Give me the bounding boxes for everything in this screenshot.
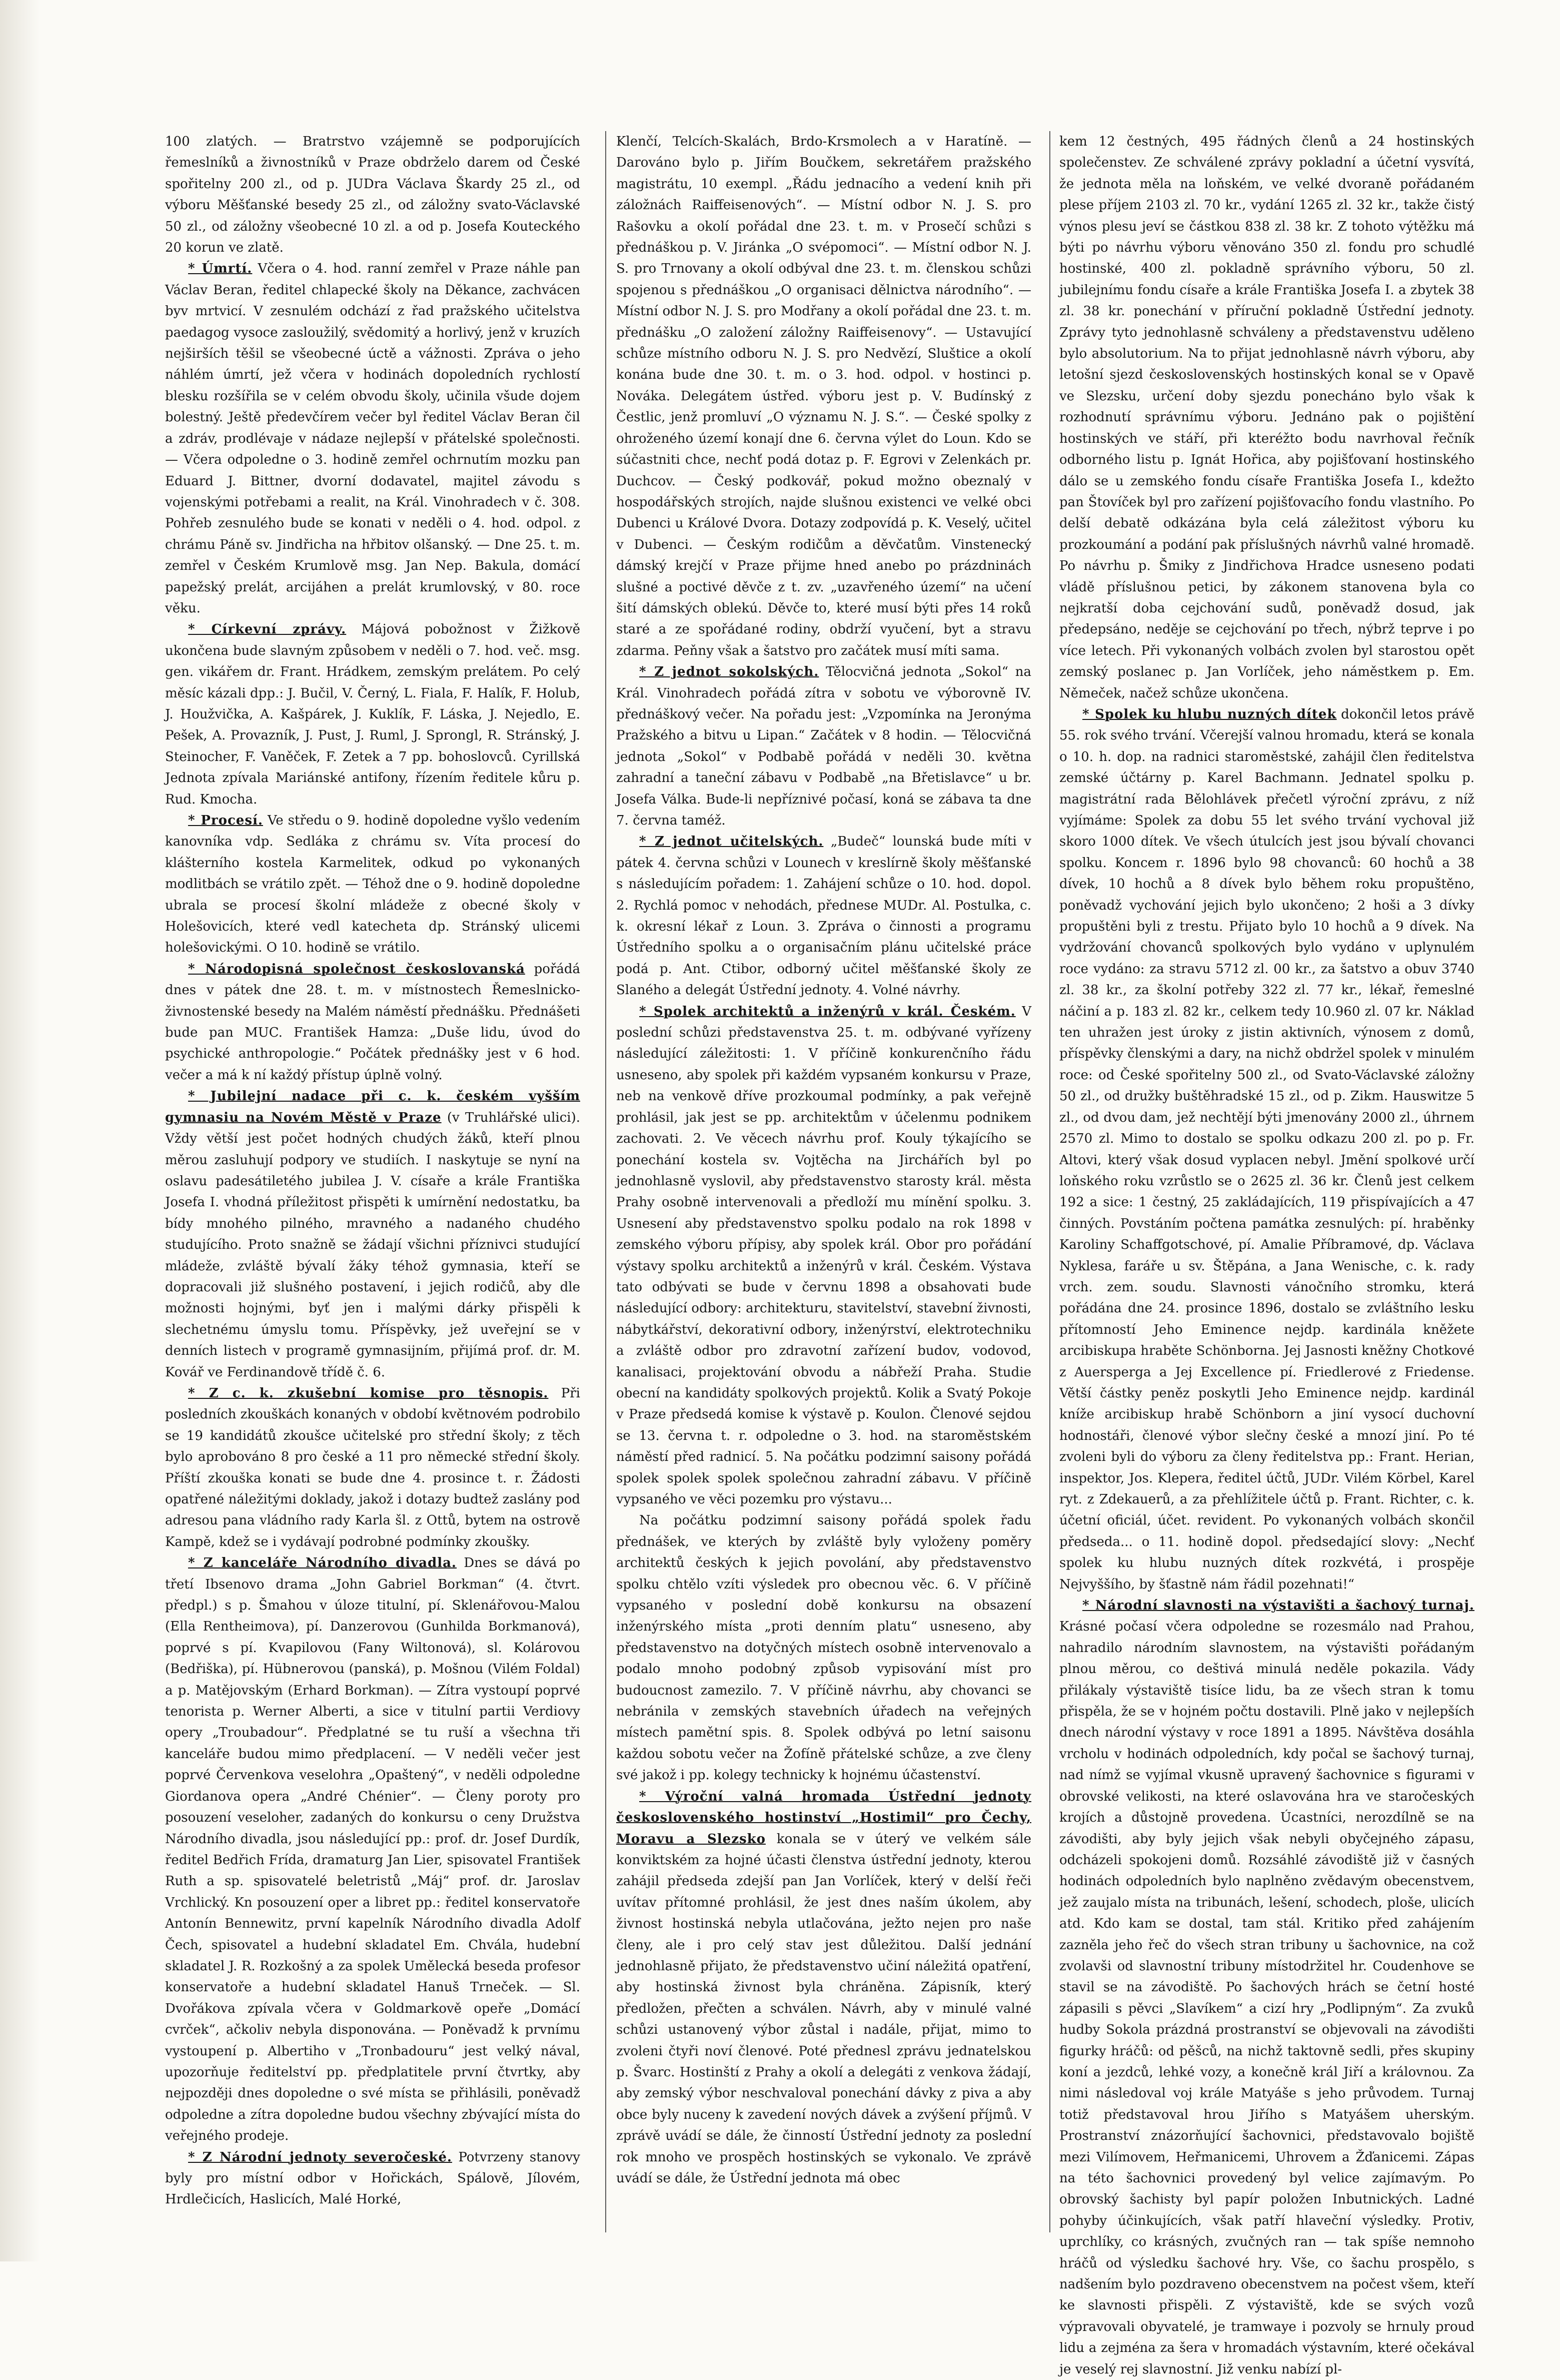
article-body: (v Truhlářské ulici). Vždy větší jest počet hodných chudých žáků, kteří plnou měrou zasluhují podpory ve studiích. I naskytuje se nyní na oslavu padesátiletého jubilea J. V. císaře a krále Františka Josefa I. vhodná příležitost přispěti k umírnění nedostatku, ba bídy mnohého pilného, mravného a nadaného chudého studujícího. Proto snažně se žádají všichni příznivci studující mládeže, zvláště bývalí žáky téhož gymnasia, kteří se dopracovali již slušného postavení, i jejich rodičů, aby dle možnosti hojnými, byť jen i malými dárky přispěli k slechetnému úmyslu tomu. Příspěvky, jež uveřejní se v denních listech v programě gymnasijním, přijímá prof. dr. M. Kovář ve Ferdinandově třídě č. 6. <box>165 1110 580 1380</box>
article-body: Tělocvičná jednota „Sokol“ na Král. Vinohradech pořádá zítra v sobotu ve výborovně IV. přednáškový večer. Na pořadu jest: „Vzpomínka na Jeronýma Pražského a bitvu u Lipan.“ Začátek v 8 hodin. — Tělocvičná jednota „Sokol“ v Podbabě pořádá v neděli 30. května zahradní a taneční zábavu v Podbabě „na Břetislavce“ u br. Josefa Válka. Bude-li nepříznivé počasí, koná se zábava ta dne 7. června taméž. <box>616 664 1032 828</box>
article-heading: * Spolek architektů a inženýrů v král. Českém. <box>639 1004 1016 1019</box>
article-body: Dnes se dává po třetí Ibsenovo drama „John Gabriel Borkman“ (4. čtvrt. předpl.) s p. Šmahou v úloze titulní, pí. Sklenářovou-Malou (Ella Rentheimova), pí. Danzerovou (Gunhilda Borkmanová), poprvé s pí. Kvapilovou (Fany Wiltonová), sl. Kolárovou (Bedřiška), pí. Hübnerovou (panská), p. Mošnou (Vilém Foldal) a p. Matějovským (Erhard Borkman). — Zítra vystoupí poprvé tenorista p. Werner Alberti, a sice v titulní partii Verdiovy opery „Troubadour“. Předplatné se tu ruší a všechna tři kanceláře budou mimo předplacení. — V neděli večer jest poprvé Červenkova veselohra „Opaštený“, v neděli odpoledne Giordanova opera „André Chénier“. — Členy poroty pro posouzení veseloher, zadaných do konkursu o ceny Družstva Národního divadla, jsou následující pp.: prof. dr. Josef Durdík, ředitel Bedřich Frída, dramaturg Jan Lier, spisovatel František Ruth a sp. spisovatelé beletristů „Máj“ prof. dr. Jaroslav Vrchlický. Kn posouzení oper a libret pp.: ředitel konservatoře Antonín Bennewitz, první kapelník Národního divadla Adolf Čech, spisovatel a hudební skladatel Em. Chvála, hudební skladatel J. R. Rozkošný a za spolek Umělecká beseda profesor konservatoře a hudební skladatel Hanuš Trneček. — Sl. Dvořákova zpívala včera v Goldmarkově opeře „Domácí cvrček“, ačkoliv nebyla disponována. — Poněvadž k prvnímu vystoupení p. Albertiho v „Tronbadouru“ jest velký nával, upozorňuje ředitelství pp. předplatitele první čtvrtky, aby nejpozději dnes dopoledne o své místa se přihlásili, poněvadž odpoledne a zítra dopoledne budou všechny zbývající místa do veřejného prodeje. <box>165 1555 580 2144</box>
article-heading: * Procesí. <box>188 813 263 828</box>
article-body: Májová pobožnost v Žižkově ukončena bude slavným způsobem v neděli o 7. hod. več. msg. gen. vikářem dr. Frant. Hrádkem, zemským prelátem. Po celý měsíc kázali dpp.: J. Bučil, V. Černý, L. Fiala, F. Halík, F. Holub, J. Houžvička, A. Kašpárek, J. Kuklík, F. Láska, J. Nejedlo, E. Pešek, A. Provazník, J. Pust, J. Ruml, J. Sprongl, R. Stránský, J. Steinocher, F. Vaněček, F. Zetek a 7 pp. bohoslovců. Cyrillská Jednota zpívala Mariánské antifony, řízením ředitele kůru p. Rud. Kmocha. <box>165 622 580 807</box>
article-body: „Budeč“ lounská bude míti v pátek 4. června schůzi v Lounech v kreslírně školy měšťanské s následujícím pořadem: 1. Zahájení schůze o 10. hod. dopol. 2. Rychlá pomoc v nehodách, přednese MUDr. Al. Postulka, c. k. okresní lékař z Loun. 3. Zpráva o činnosti a programu Ústředního spolku a o organisačním plánu učitelské práce podá p. Ant. Ctibor, odborný učitel měšťanské školy ze Slaného a delegát Ústřední jednoty. 4. Volné návrhy. <box>616 834 1031 998</box>
article-paragraph <box>1059 131 1474 704</box>
article-heading: * Z jednot sokolských. <box>639 664 819 680</box>
article-heading: * Výroční valná hromada Ústřední jednoty československého hostinství „Hostimil“ pro Čechy, Moravu a Slezsko <box>616 1789 1031 1847</box>
article-paragraph <box>165 959 580 1086</box>
article-paragraph <box>1059 1595 1474 2380</box>
article-body: Včera o 4. hod. ranní zemřel v Praze náhle pan Václav Beran, ředitel chlapecké školy na Děkance, zachvácen byv mrtvicí. V zesnulém odchází z řad pražského učitelstva paedagog vysoce zasloužilý, svědomitý a horlivý, jenž v kruzích nejširších těšil se všeobecné úctě a vážnosti. Zpráva o jeho náhlém úmrtí, jež včera v hodinách dopoledních rychlostí blesku rozšířila se v celém obvodu školy, učinila všude dojem bolestný. Ještě předevčírem večer byl ředitel Václav Beran čil a zdráv, prodlévaje v nádaze nejlepší v přátelské společnosti. — Včera odpoledne o 3. hodině zemřel ochrnutím mozku pan Eduard J. Bittner, dvorní dodavatel, majitel závodu s vojenskými potřebami a realit, na Král. Vinohradech v č. 308. Pohřeb zesnulého bude se konati v neděli o 4. hod. odpol. z chrámu Páně sv. Jindřicha na hřbitov olšanský. — Dne 25. t. m. zemřel v Českém Krumlově msg. Jan Nep. Bakula, domácí papežský prelát, arcijáhen a prelát krumlovský, v 80. roce věku. <box>165 261 580 616</box>
text-column-3 <box>1059 131 1474 2377</box>
article-heading: * Národní slavnosti na výstavišti a šachový turnaj. <box>1082 1598 1474 1614</box>
article-heading: * Z kanceláře Národního divadla. <box>188 1555 457 1571</box>
article-body: pořádá dnes v pátek dne 28. t. m. v místnostech Řemeslnicko-živnostenské besedy na Malém náměstí přednášku. Přednášeti bude pan MUC. František Hamza: „Duše lidu, úvod do psychické anthropologie.“ Počátek přednášky jest v 6 hod. večer a má k ní každý přístup úplně volný. <box>165 961 580 1083</box>
article-body: kem 12 čestných, 495 řádných členů a 24 hostinských společenstev. Ze schválené zprávy pokladní a účetní vysvítá, že jednota měla na loňském, ve velké dvoraně pořádaném plese příjem 2103 zl. 70 kr., vydání 1265 zl. 32 kr., takže čistý výnos plesu jeví se částkou 838 zl. 38 kr. Z tohoto výtěžku má býti po návrhu výboru věnováno 350 zl. fondu pro schudlé hostinské, 400 zl. pokladně správního výboru, 50 zl. jubilejnímu fondu císaře a krále Františka Josefa I. a zbytek 38 zl. 38 kr. ponechání v příruční pokladně Ústřední jednoty. Zprávy tyto jednohlasně schváleny a představenstvu uděleno bylo absolutorium. Na to přijat jednohlasně návrh výboru, aby letošní sjezd československých hostinských konal se v Opavě ve Slezsku, určení doby sjezdu ponecháno bylo však k rozhodnutí správnímu výboru. Jednáno pak o pojištění hostinských ve stáří, při kteréžto bodu navrhoval řečník odborného listu p. Ignát Hořica, aby pojišťovaní hostinského dálo se u zemského fondu císaře Františka Josefa I., kdežto pan Štovíček byl pro zařízení pojišťovacího fondu vlastního. Po delší debatě odkázána byla celá záležitost výboru ku prozkoumání a podání pak příslušných návrhů valné hromadě. Po návrhu p. Šmiky z Jindřichova Hradce usneseno podati vládě příslušnou petici, by zákonem stanovena byla co nejkratší doba cejchování sudů, poněvadž dosud, jak předepsáno, neděje se cejchování po třech, nýbrž teprve i po více letech. Při vykonaných volbách zvolen byl starostou opět zemský poslanec p. Jan Vorlíček, jeho náměstkem p. Em. Němeček, načež schůze ukončena. <box>1059 134 1474 701</box>
article-paragraph <box>165 1383 580 1552</box>
article-body: Krásné počasí včera odpoledne se rozesmálo nad Prahou, nahradilo národním slavnostem, na výstavišti pořádaným plnou měrou, co deštivá minulá neděle pokazila. Vády přilákaly výstaviště tisíce lidu, ba ze všech stran k tomu přispěla, že se v hojném počtu dostavili. Plně jako v nejlepších dnech národní výstavy v roce 1891 a 1895. Návštěva dosáhla vrcholu v hodinách odpoledních, kdy počal se šachový turnaj, nad nímž se vyjímal vkusně upravený šachovnice s figurami v obrovské velikosti, na které oslavována hra ve staročeských krojích a důstojně provedena. Úcastníci, nerozdílně se na závodišti, aby byly jejich však nebyli obyčejného zápasu, odcházeli spokojeni domů. Rozsáhlé závodiště již v časných hodinách odpoledních bylo naplněno zvědavým obecenstvem, jež zaujalo místa na tribunách, lešení, schodech, ploše, ulicích atd. Kdo kam se dostal, tam stál. Kritiko před zahájením zazněla jeho řeč do všech stran tribuny u šachovnice, na což zvolavši od slavnostní tribuny místodržitel hr. Coudenhove se stavil se na závodiště. Po šachových hrách se četní hosté zápasili s pěvci „Slavíkem“ a cizí hry „Podlipným“. Za zvuků hudby Sokola prázdná prostranství se objevovali na závodišti figurky hráčů: od pěšců, na nichž taktovně sedli, přes skupiny koní a jezdců, lehké vozy, a konečně král Jiří a královnou. Za nimi následoval voj krále Matyáše s jeho průvodem. Turnaj totiž představoval hrou Jiřího s Matyášem uherským. Prostranství znázorňující šachovnici, představovalo bojiště mezi Vilímovem, Heřmanicemi, Uhrovem a Žďanicemi. Zápas na této šachovnici provedený byl velice zajímavým. Po obrovský šachisty byl papír položen Inbutnických. Ladné pohyby účinkujících, však patří hlaveční výsledky. Protiv, uprchlíky, co krásných, zvučných ran — tak spíše nemnoho hráčů od výsledku šachové hry. Vše, co šachu prospělo, s nadšením bylo pozdraveno obecenstvem na počest všem, kteří ke slavnosti přispěli. Z výstaviště, kde se svých vozů výpravovali obyvatelé, je tramwaye i pozvoly se hrnuly proud lidu a zejména za šera v hromadách výstavním, které očekával je veselý rej slavnostní. Již venku nabízí pl- <box>1059 1619 1474 2377</box>
scan-margin-shadow <box>0 0 40 2261</box>
article-body: Při posledních zkouškách konaných v období květnovém podrobilo se 19 kandidátů zkoušce učitelské pro střední školy; z těch bylo aprobováno 8 pro české a 11 pro německé střední školy. Příští zkouška konati se bude dne 4. prosince t. r. Žádosti opatřené náležitými doklady, jakož i dotazy budtež zaslány pod adresou pana vládního rady Karla šl. z Ottů, bytem na ostrově Kampě, kdež se i vydávají podrobné podmínky zkoušky. <box>165 1385 580 1549</box>
article-heading: * Z c. k. zkušební komise pro těsnopis. <box>188 1385 549 1401</box>
article-heading: * Z jednot učitelských. <box>639 834 824 850</box>
text-column-2 <box>616 131 1031 2237</box>
article-body: V poslední schůzi představenstva 25. t. m. odbývané vyřízeny následující záležitosti: 1. V příčině konkurenčního řádu usneseno, aby spolek při každém vypsaném konkursu v Praze, neb na venkově dříve prozkoumal podmínky, a pak veřejně prohlásil, jak jest se pp. architektům v účelenmu podnikem zachovati. 2. Ve věcech návrhu prof. Kouly týkajícího se ponechání kostela sv. Vojtěcha na Jirchářích byl po jednohlasně vyslovil, aby představenstvo starosty král. města Prahy osobně intervenovali a předloží mu mínění spolku. 3. Usnesení aby představenstvo spolku podalo na rok 1898 v zemského výboru přípisy, aby spolek král. Obor pro pořádání výstavy spolku architektů a inženýrů v král. Českém. Výstava tato odbývati se bude v červnu 1898 a obsahovati bude následující odbory: architekturu, stavitelství, stavební živnosti, nábytkářství, dekorativní odbory, inženýrství, elektrotechniku a zvláště odbor pro zdravotní zařízení budov, vodovod, kanalisaci, projektování obvodu a nábřeží Praha. Studie obecní na kandidáty spolkových projektů. Kolik a Svatý Pokoje v Praze předsedá komise k výstavě p. Koulon. Členové sejdou se 13. června t. r. odpoledne o 3. hod. na staroměstském náměstí před radnicí. 5. Na počátku podzimní saisony pořádá spolek spolek spolek společnou zahradní zábavu. V příčině vypsaného ve věci pozemku pro výstavu... <box>616 1004 1031 1507</box>
article-paragraph <box>165 810 580 959</box>
article-body: konala se v úterý ve velkém sále konviktském za hojné účasti členstva ústřední jednoty, kterou zahájil předseda zdejší pan Jan Vorlíček, který v delší řeči uvítav přítomné prohlásil, že jest dnes naším úkolem, aby živnost hostinská nebyla utlačována, ježto nejen pro naše členy, ale i pro celý stav jest důležitou. Další jednání jednohlasně přijato, že představenstvo učiní náležitá opatření, aby hostinská živnost byla chráněna. Zápisník, který předložen, přečten a schválen. Návrh, aby v minulé valné schůzi ustanovený výbor zůstal i nadále, přijat, mimo to zvoleni čtyři noví členové. Poté přednesl zprávu jednatelskou p. Švarc. Hostinští z Prahy a okolí a delegáti z venkova žádají, aby zemský výbor neschvaloval ponechání dávky z piva a aby obce byly nuceny k zavedení nových dávek a zvýšení příjmů. V zprávě uvádí se dále, že činností Ústřední jednoty za poslední rok mnoho ve prospěch hostinských se vykonalo. Ve zprávě uvádí se dále, že Ústřední jednota má obec <box>616 1831 1031 2186</box>
article-body: Ve středu o 9. hodině dopoledne vyšlo vedením kanovníka vdp. Sedláka z chrámu sv. Víta procesí do klášterního kostela Karmelitek, odkud po vykonaných modlitbách se vrátilo zpět. — Téhož dne o 9. hodině dopoledne ubrala se procesí školní mládeže z obecné školy v Holešovicích, které vedl katecheta dp. Stránský ulicemi holešovickými. O 10. hodině se vrátilo. <box>165 813 580 956</box>
article-paragraph <box>616 1786 1031 2189</box>
article-heading: * Církevní zprávy. <box>188 622 347 637</box>
column-divider-2 <box>1049 131 1050 2232</box>
article-paragraph <box>165 131 580 258</box>
article-heading: * Národopisná společnost českoslovanská <box>188 961 525 977</box>
article-paragraph <box>616 1510 1031 1786</box>
article-body: Na počátku podzimní saisony pořádá spolek řadu přednášek, ve kterých by zvláště byly vyloženy poměry architektů českých k jejich povolání, aby představenstvo spolku chtělo vzíti výsledek pro obecnou věc. 6. V příčině vypsaného v poslední době konkursu na obsazení inženýrského místa „proti denním platu“ usneseno, aby představenstvo na dotyčných místech osobně intervenovalo a podalo mnoho podobný způsob vypisování míst pro budoucnost zamezilo. 7. V příčině návrhu, aby chovanci se nebránila v zemských stavebních úřadech na veřejných místech pamětní spis. 8. Spolek odbývá po letní saisonu každou sobotu večer na Žofíně přátelské schůze, a zve členy své jakož i pp. kolegy technicky k hojnému účastenství. <box>616 1513 1031 1783</box>
article-body: Potvrzeny stanovy byly pro místní odbor v Hořickách, Spálově, Jílovém, Hrdlečicích, Haslicích, Malé Horké, <box>165 2149 580 2207</box>
article-paragraph <box>1059 704 1474 1595</box>
article-paragraph <box>616 131 1031 661</box>
column-divider-1 <box>605 131 606 2232</box>
article-body: 100 zlatých. — Bratrstvo vzájemně se podporujících řemeslníků a živnostníků v Praze obdrželo darem od České spořitelny 200 zl., od p. JUDra Václava Škardy 25 zl., od výboru Měšťanské besedy 25 zl., od záložny svato-Václavské 50 zl., od záložny všeobecné 10 zl. a od p. Josefa Kouteckého 20 korun ve zlatě. <box>165 134 580 256</box>
article-paragraph <box>165 258 580 619</box>
article-paragraph <box>165 2147 580 2210</box>
article-paragraph <box>165 1552 580 2146</box>
article-paragraph <box>616 831 1031 1001</box>
article-body: Klenčí, Telcích-Skalách, Brdo-Krsmolech a v Haratíně. — Darováno bylo p. Jiřím Boučkem, sekretářem pražského magistrátu, 10 exempl. „Řádu jednacího a vedení knih při záložnách Raiffeisenových“. — Místní odbor N. J. S. pro Rašovku a okolí pořádal dne 23. t. m. v Prosečí schůzi s přednáškou p. V. Jiránka „O svépomoci“. — Místní odbor N. J. S. pro Trnovany a okolí odbýval dne 23. t. m. členskou schůzi spojenou s přednáškou „O organisaci dělnictva národního“. — Místní odbor N. J. S. pro Modřany a okolí pořádal dne 23. t. m. přednášku „O založení záložny Raiffeisenovy“. — Ustavující schůze místního odboru N. J. S. pro Nedvězí, Sluštice a okolí konána bude dne 30. t. m. o 3. hod. odpol. v hostinci p. Nováka. Delegátem ústřed. výboru jest p. V. Budínský z Čestlic, jenž promluví „O významu N. J. S.“. — České spolky z ohroženého území konají dne 6. června výlet do Loun. Kdo se súčastniti chce, nechť podá dotaz p. F. Egrovi v Zelenkách pr. Duchcov. — Český podkovář, pokud možno obeznalý v hospodářských strojích, najde slušnou existenci ve velké obci Dubenci u Králové Dvora. Dotazy zodpovídá p. K. Veselý, učitel v Dubenci. — Českým rodičům a děvčatům. Vinstenecký dámský krejčí v Praze přijme hned anebo po prázdninách slušné a poctivé děvče z t. zv. „uzavřeného území“ na učení šití dámských oblekú. Děvče to, které musí býti přes 14 roků staré a ze spořádané rodiny, obdrží vyučení, byt a stravu zdarma. Peňny však a šatstvo pro začátek musí míti sama. <box>616 134 1031 658</box>
article-paragraph <box>616 661 1031 831</box>
article-paragraph <box>165 1086 580 1383</box>
article-heading: * Spolek ku hlubu nuzných dítek <box>1082 706 1337 722</box>
article-heading: * Z Národní jednoty severočeské. <box>188 2149 452 2165</box>
article-body: dokončil letos právě 55. rok svého trvání. Včerejší valnou hromadu, která se konala o 10. h. dop. na radnici staroměstské, zahájil člen ředitelstva zemské účtárny p. Karel Bachmann. Jednatel spolku p. magistrátní rada Bělohlávek přečetl výroční zprávu, z níž vyjímáme: Spolek za dobu 55 let svého trvání vychoval již skoro 1000 dítek. Ve všech útulcích jest jsou bývalí chovanci spolku. Koncem r. 1896 bylo 98 chovanců: 60 hochů a 38 dívek, 10 hochů a 8 dívek bylo během roku propuštěno, poněvadž vychování jejich bylo ukončeno; 2 hoši a 3 dívky propuštěni byli z trestu. Přijato bylo 10 hochů a 9 dívek. Na vydržování chovanců spolkových bylo vydáno v uplynulém roce vydáno: za stravu 5712 zl. 00 kr., za šatstvo a obuv 3740 zl. 38 kr., za školní potřeby 322 zl. 77 kr., lékař, řemeslné náčiní a p. 183 zl. 82 kr., celkem tedy 10.960 zl. 07 kr. Náklad ten uhražen jest úroky z jistin aktivních, výnosem z domů, příspěvky členskými a dary, na nichž obdržel spolek v minulém roce: od České spořitelny 500 zl., od Svato-Václavské záložny 50 zl., od družky buštěhradské 15 zl., od p. Zikm. Hauswitze 5 zl., od dvou dam, jež nechtějí býti jmenovány 2000 zl., úhrnem 2570 zl. Mimo to dostalo se spolku odkazu 200 zl. po p. Fr. Altovi, který však dosud vyplacen nebyl. Jmění spolkové určí loňského roku vzrůstlo se o 2625 zl. 36 kr. Členů jest celkem 192 a sice: 1 čestný, 25 zakládajících, 119 přispívajících a 47 činných. Povstáním počtena památka zesnulých: pí. hraběnky Karoliny Schaffgotschové, pí. Amalie Příbramové, dp. Václava Nyklesa, faráře u sv. Štěpána, a Jana Wenische, c. k. rady vrch. zem. soudu. Slavnosti vánočního stromku, která pořádána dne 24. prosince 1896, dostalo se zvláštního lesku přítomností Jeho Eminence nejdp. kardinála kněžete arcibiskupa hraběte Schönborna. Jej Jasnosti kněžny Chotkové z Auersperga a Jej Excellence pí. Friedlerové z Friedense. Větší částky peněz poskytli Jeho Eminence nejdp. kardinál kníže arcibiskup hrabě Schönborn a jiní vysocí duchovní hodnostáři, členové výbor slečny české a mnozí jiní. Po té zvoleni byli do výboru za členy ředitelstva pp.: Frant. Herian, inspektor, Jos. Klepera, ředitel účtů, JUDr. Vilém Körbel, Karel ryt. z Zdekauerů, a za přehlížitele účtů p. Frant. Richter, c. k. účetní oficiál, účet. revident. Po vykonaných volbách skončil předseda... o 11. hodině dopol. předsedající slovy: „Nechť spolek ku hlubu nuzných dítek rozkvétá, i prospěje Nejvyššího, by šťastně nám řádil pozehnati!“ <box>1059 706 1474 1592</box>
article-heading: * Úmrtí. <box>188 261 253 277</box>
article-heading: * Jubilejní nadace při c. k. českém vyšším gymnasiu na Novém Městě v Praze <box>165 1089 580 1125</box>
article-paragraph <box>165 619 580 810</box>
article-paragraph <box>616 1001 1031 1510</box>
text-column-1 <box>165 131 580 2237</box>
